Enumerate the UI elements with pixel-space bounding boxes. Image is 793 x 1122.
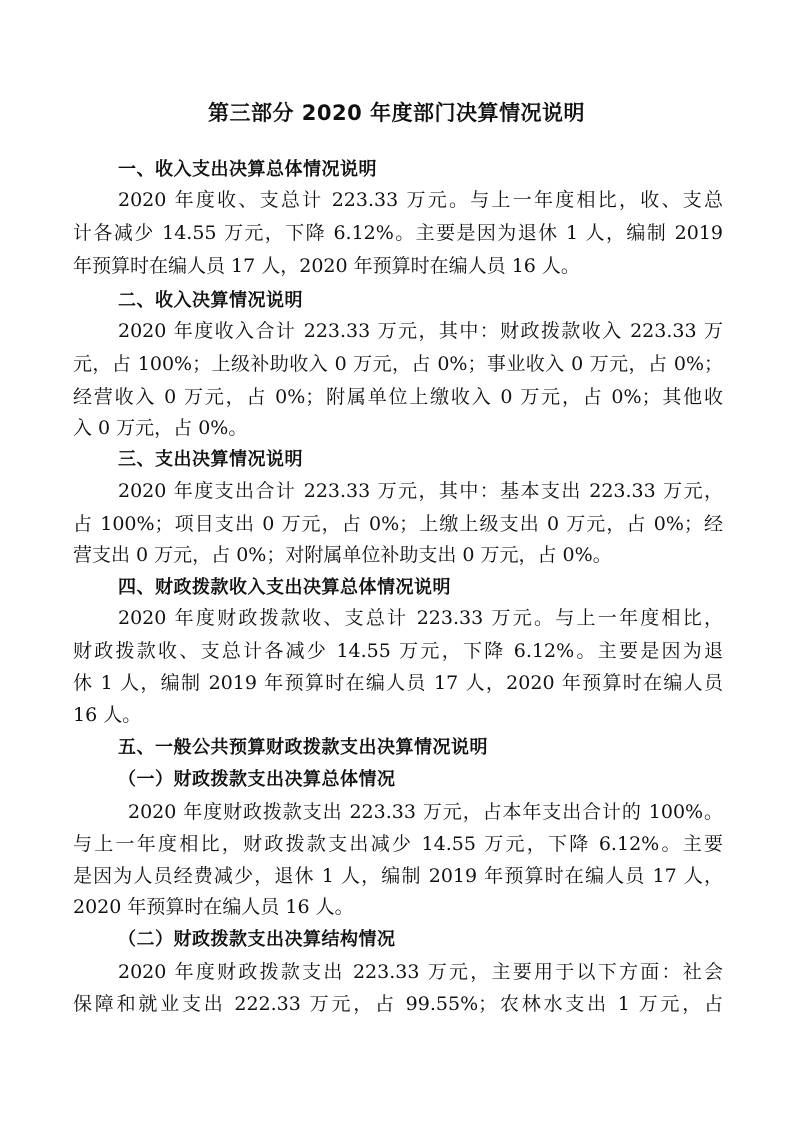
page-title: 第三部分 2020 年度部门决算情况说明 bbox=[207, 101, 586, 125]
paragraph-line: 2020 年度收入合计 223.33 万元，其中：财政拨款收入 223.33 万 bbox=[118, 320, 723, 342]
paragraph-line: 营支出 0 万元，占 0%；对附属单位补助支出 0 万元，占 0%。 bbox=[73, 544, 612, 566]
paragraph-line: 年预算时在编人员 17 人，2020 年预算时在编人员 16 人。 bbox=[73, 255, 580, 277]
section-heading: 二、收入决算情况说明 bbox=[118, 290, 303, 311]
section-heading: 四、财政拨款收入支出决算总体情况说明 bbox=[118, 577, 451, 598]
paragraph-line: 2020 年度财政拨款支出 223.33 万元，占本年支出合计的 100%。 bbox=[128, 801, 723, 823]
paragraph-line: 财政拨款收、支总计各减少 14.55 万元，下降 6.12%。主要是因为退 bbox=[73, 640, 723, 662]
paragraph-line: 保障和就业支出 222.33 万元，占 99.55%；农林水支出 1 万元，占 bbox=[73, 993, 723, 1015]
paragraph-line: 元，占 100%；上级补助收入 0 万元，占 0%；事业收入 0 万元，占 0%； bbox=[73, 353, 723, 375]
paragraph-line: 入 0 万元，占 0%。 bbox=[73, 417, 248, 439]
paragraph-line: 2020 年度支出合计 223.33 万元，其中：基本支出 223.33 万元， bbox=[118, 480, 723, 502]
subsection-heading: （一）财政拨款支出决算总体情况 bbox=[118, 769, 396, 790]
paragraph-line: 经营收入 0 万元，占 0%；附属单位上缴收入 0 万元，占 0%；其他收 bbox=[73, 386, 723, 408]
subsection-heading: （二）财政拨款支出决算结构情况 bbox=[118, 929, 396, 950]
paragraph-line: 与上一年度相比，财政拨款支出减少 14.55 万元，下降 6.12%。主要 bbox=[73, 833, 723, 855]
section-heading: 一、收入支出决算总体情况说明 bbox=[118, 159, 377, 180]
paragraph-line: 2020 年度财政拨款支出 223.33 万元，主要用于以下方面：社会 bbox=[118, 961, 723, 983]
section-heading: 三、支出决算情况说明 bbox=[118, 449, 303, 470]
paragraph-line: 16 人。 bbox=[73, 704, 142, 726]
paragraph-line: 计各减少 14.55 万元，下降 6.12%。主要是因为退休 1 人，编制 2019 bbox=[73, 222, 723, 244]
paragraph-line: 2020 年度财政拨款收、支总计 223.33 万元。与上一年度相比， bbox=[118, 607, 723, 629]
paragraph-line: 2020 年度收、支总计 223.33 万元。与上一年度相比，收、支总 bbox=[118, 189, 723, 211]
section-heading: 五、一般公共预算财政拨款支出决算情况说明 bbox=[118, 737, 488, 758]
paragraph-line: 是因为人员经费减少，退休 1 人，编制 2019 年预算时在编人员 17 人， bbox=[73, 865, 723, 887]
paragraph-line: 休 1 人，编制 2019 年预算时在编人员 17 人，2020 年预算时在编人员 bbox=[73, 672, 723, 694]
paragraph-line: 2020 年预算时在编人员 16 人。 bbox=[73, 896, 354, 918]
paragraph-line: 占 100%；项目支出 0 万元，占 0%；上缴上级支出 0 万元，占 0%；经 bbox=[73, 513, 723, 535]
